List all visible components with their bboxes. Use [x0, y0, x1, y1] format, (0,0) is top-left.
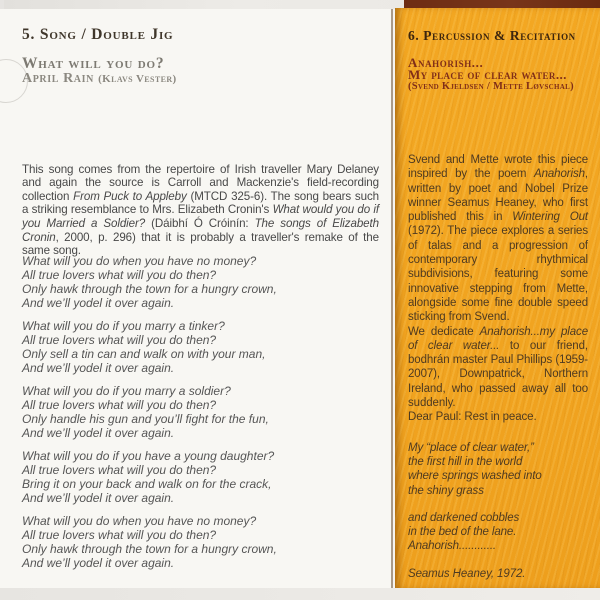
text-segment: , 2000, p. 296) that it is probably a traveller's remake of the same song.: [22, 230, 379, 258]
lyrics-verse: [22, 449, 379, 505]
lyric-line: Only hawk through the town for a hungry crown,: [22, 542, 277, 556]
lyric-line: And we’ll yodel it over again.: [22, 556, 175, 570]
scan-edge-bottom: [0, 588, 600, 600]
text-segment: (1972). The piece explores a series of talas and a progression of contemporary rhythmical subdivisions, featuring some innovative stepping from Mette, alongside some fine double speed sticking from Svend.: [408, 225, 588, 324]
track6-composer-credit: (Svend Kjeldsen / Mette Løvschal): [408, 81, 574, 92]
text-segment: Svend and Mette wrote this piece inspired by the poem: [408, 154, 588, 181]
italic-work-title: The songs of Elizabeth Cronin: [22, 216, 379, 244]
booklet-fold-line: [391, 9, 393, 588]
lyric-line: What will you do if you marry a soldier?: [22, 384, 231, 398]
lyrics-verse: [22, 254, 379, 310]
text-segment: (MTCD 325-6). The song bears such a striking resemblance to Mrs. Elizabeth Cronin's: [22, 189, 379, 217]
lyric-line: What will you do when you have no money?: [22, 254, 257, 268]
lyric-line: All true lovers what will you do then?: [22, 463, 217, 477]
text-segment: to our friend, bodhrán master Paul Phillips (1959-2007), Downpatrick, Northern Ireland, who passed away all too suddenly.: [408, 339, 588, 410]
italic-work-title: Wintering Out: [512, 211, 588, 224]
lyric-line: Bring it on your back and walk on for the crack,: [22, 477, 272, 491]
lyric-line: All true lovers what will you do then?: [22, 333, 217, 347]
lyrics-verse: [22, 384, 379, 440]
poem-line: My “place of clear water,”: [408, 441, 534, 454]
poem-line: Anahorish............: [408, 540, 497, 553]
track5-artist: [22, 71, 177, 87]
poem-line: and darkened cobbles: [408, 511, 520, 524]
poem-attribution: Seamus Heaney, 1972.: [408, 567, 526, 580]
lyric-line: What will you do if you have a young daughter?: [22, 449, 275, 463]
track5-heading: 5. Song / Double Jig: [22, 26, 174, 43]
lyric-line: And we’ll yodel it over again.: [22, 361, 175, 375]
lyric-line: Only handle his gun and you’ll fight for the fun,: [22, 412, 269, 426]
track6-paragraph-1: [408, 153, 588, 325]
track6-title-block: [408, 57, 574, 92]
text-segment: We dedicate: [408, 325, 480, 338]
adjacent-page-edge-band: [404, 0, 600, 8]
lyric-line: What will you do when you have no money?: [22, 514, 257, 528]
italic-work-title: From Puck to Appleby: [73, 189, 187, 203]
track6-heading: 6. Percussion & Recitation: [408, 28, 576, 43]
track5-song-title: What will you do?: [22, 55, 165, 72]
track6-title-line2: My place of clear water...: [408, 67, 567, 82]
poem-line: the first hill in the world: [408, 455, 523, 468]
lyric-line: What will you do if you marry a tinker?: [22, 319, 225, 333]
lyric-line: And we’ll yodel it over again.: [22, 426, 175, 440]
poem-stanza-2: [408, 511, 588, 554]
lyrics-verse: [22, 319, 379, 375]
track6-paragraph-2: [408, 325, 588, 411]
lyric-line: And we’ll yodel it over again.: [22, 296, 175, 310]
booklet-right-page: [395, 8, 600, 588]
poem-stanza-1: [408, 441, 588, 498]
text-segment: (Dáibhí Ó Cróinín:: [145, 216, 255, 230]
track6-title-line1: Anahorish...: [408, 55, 484, 70]
poem-line: where springs washed into: [408, 470, 542, 483]
lyric-line: And we’ll yodel it over again.: [22, 491, 175, 505]
poem-line: in the bed of the lane.: [408, 526, 517, 539]
italic-work-title: What would you do if you Married a Soldier?: [22, 203, 379, 230]
lyric-line: All true lovers what will you do then?: [22, 528, 217, 542]
artist-credit: (Klavs Vester): [98, 73, 177, 85]
track6-notes: [408, 153, 588, 581]
lyric-line: Only hawk through the town for a hungry crown,: [22, 282, 277, 296]
track6-paragraph-3: Dear Paul: Rest in peace.: [408, 411, 537, 424]
lyric-line: Only sell a tin can and walk on with your man,: [22, 347, 266, 361]
text-segment: This song comes from the repertoire of Irish traveller Mary Delaney and again the source is Carroll and Mackenzie's field-recording collection: [22, 162, 379, 203]
poem-line: the shiny grass: [408, 484, 484, 497]
track5-intro-paragraph: [22, 163, 379, 258]
text-segment: , written by poet and Nobel Prize winner Seamus Heaney, who first published this in: [408, 168, 588, 224]
artist-name: April Rain: [22, 71, 94, 86]
heaney-poem-excerpt: [408, 441, 588, 581]
track5-lyrics: [22, 254, 379, 579]
lyrics-verse: [22, 514, 379, 570]
italic-work-title: Anahorish: [534, 168, 585, 181]
lyric-line: All true lovers what will you do then?: [22, 398, 217, 412]
lyric-line: All true lovers what will you do then?: [22, 268, 217, 282]
italic-work-title: Anahorish...my place of clear water...: [408, 325, 588, 352]
